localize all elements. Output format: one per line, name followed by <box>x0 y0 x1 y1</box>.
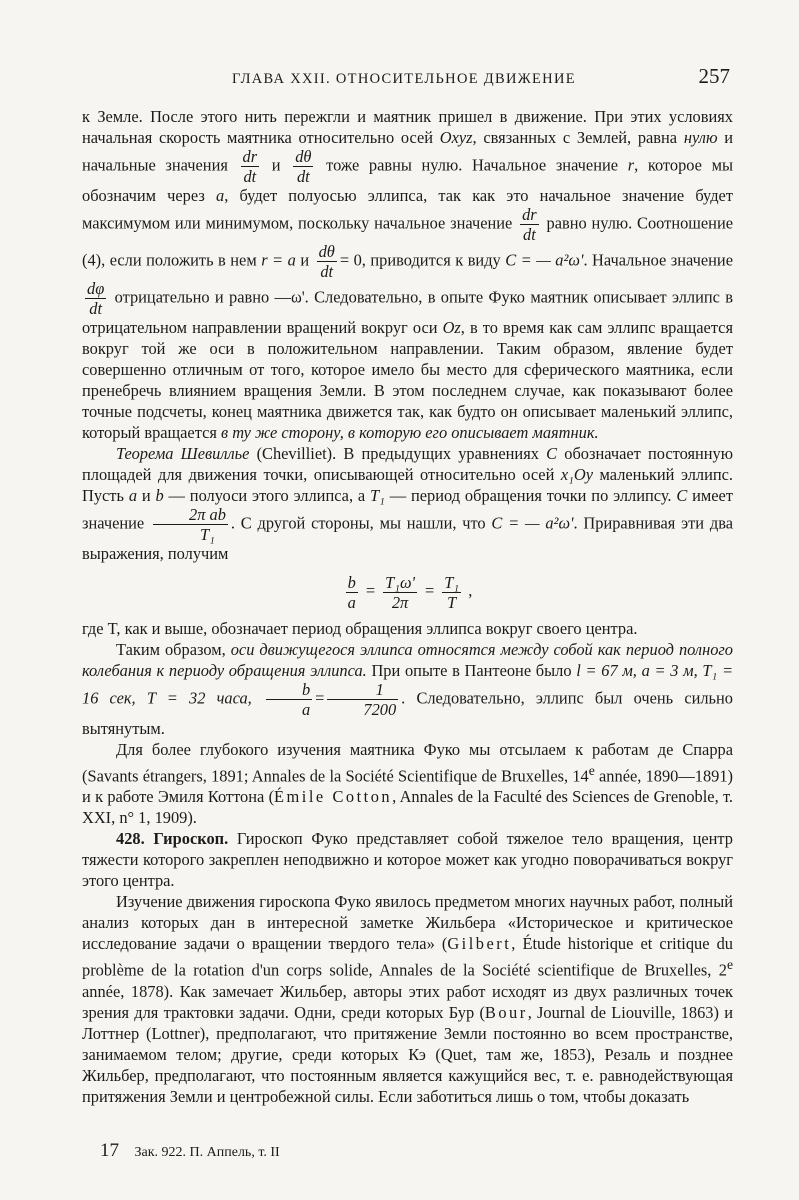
paragraph: Таким образом, оси движущегося эллипса относятся между собой как период полного колебания к периоду обращения эллипса. При опыте в Пантеоне было l = 67 м, a = 3 м, T₁ = 16 сек, T = 32 часа, $\frac{b}{a}$ = $\frac{1}{7200}$ . Следовательно, эллипс был очень сильно вытянутым. <box>82 640 733 738</box>
fraction-2piab-t1: $\frac{\text{2π ab}}{\text{T₁}}$ <box>153 506 228 543</box>
paragraph: Теорема Шевиллье (Chevilliet). В предыдущих уравнениях C обозначает постоянную площадей для движения точки, описывающей относительно осей x₁Oy маленький эллипс. Пусть a и b — полуоси этого эллипса, а T₁ — период обращения точки по эллипсу. C имеет значение $\frac{\text{2π ab}}{\text{T₁}}$ . С другой стороны, мы нашли, что C = — a²ω'. Приравнивая эти два выражения, получим <box>82 444 734 563</box>
signature-mark: 17 <box>100 1140 119 1161</box>
section-428: 428. Гироскоп. Гироскоп Фуко представляет собой тяжелое тело вращения, центр тяжести которого закреплен неподвижно и которое может как угодно поворачиваться вокруг этого центра. <box>82 829 733 891</box>
fraction-dr-dt: $\frac{dr}{dt}$ <box>522 205 537 244</box>
display-formula: $\frac{b}{a}$ = $\frac{\text{T₁ω'}}{2\pi}$ = $\frac{\text{T₁}}{T}$ , <box>347 572 473 612</box>
paragraph: где T, как и выше, обозначает период обращения эллипса вокруг своего центра. <box>82 619 638 638</box>
page-header <box>80 64 730 94</box>
paragraph: Изучение движения гироскопа Фуко явилось предметом многих научных работ, полный анализ которых дан в интересной заметке Жильбера «Историческое и критическое исследование задачи о вращении твердого тела» (Gilbert, Étude historique et critique du problème de la rotation d'un corps solide, Annales de la Société scientifique de Bruxelles, 2e année, 1878). Как замечает Жильбер, авторы этих работ исходят из двух различных точек зрения для трактовки задачи. Одни, среди которых Бур (Bour, Journal de Liouville, 1863) и Лоттнер (Lottner), предполагают, что притяжение Земли постоянно во всем пространстве, занимаемом телом; другие, среди которых Кэ (Quet, там же, 1853), Резаль и позднее Жильбер, предполагают, что постоянным является кажущийся вес, т. е. равнодействующая притяжения Земли и центробежной силы. Если заботиться лишь о том, чтобы доказать <box>82 892 733 1106</box>
fraction-dtheta-dt: $\frac{d\theta}{dt}$ <box>318 242 335 281</box>
footer-text: Зак. 922. П. Аппель, т. II <box>134 1145 280 1160</box>
running-title: ГЛАВА XXII. ОТНОСИТЕЛЬНОЕ ДВИЖЕНИЕ <box>232 71 576 87</box>
paragraph: Для более глубокого изучения маятника Фуко мы отсылаем к работам де Спарра (Savants étrangers, 1891; Annales de la Société Scientifique de Bruxelles, 14e année, 1890—1891) и к работе Эмиля Коттона (Émile Cotton, Annales de la Faculté des Sciences de Grenoble, т. XXI, n° 1, 1909). <box>82 740 733 828</box>
page-body <box>82 106 733 1107</box>
section-heading: 428. Гироскоп. <box>116 829 229 849</box>
page-number: 257 <box>698 64 730 88</box>
fraction-dphi-dt: $\frac{d\varphi}{dt}$ <box>87 279 105 318</box>
printer-footer <box>100 1140 280 1162</box>
fraction-dr-dt: $\frac{dr}{dt}$ <box>242 147 258 186</box>
paragraph: к Земле. После этого нить пережгли и маятник пришел в движение. При этих условиях начальная скорость маятника относительно осей Oxyz, связанных с Землей, равна нулю и начальные значения $\frac{dr}{dt}$ и $\frac{d\theta}{dt}$ тоже равны нулю. Начальное значение r, которое мы обозначим через a, будет полуосью эллипса, так как это начальное значение будет максимумом или минимумом, поскольку начальное значение $\frac{dr}{dt}$ равно нулю. Соотношение (4), если положить в нем r = a и $\frac{d\theta}{dt}$ = 0, приводится к виду C = — a²ω'. Начальное значение $\frac{d\varphi}{dt}$ отрицательно и равно —ω'. Следовательно, в опыте Фуко маятник описывает эллипс в отрицательном направлении вращений вокруг оси Oz, в то время как сам эллипс вращается вокруг той же оси в положительном направлении. Таким образом, явление будет совершенно отличным от того, которое имело бы место для сферического маятника, если пренебречь влиянием вращения Земли. В этом последнем случае, как показывают более точные подсчеты, конец маятника движется так, как будто он описывает маленький эллипс, который вращается в ту же сторону, в которую его описывает маятник. <box>82 107 734 442</box>
fraction-dtheta-dt: $\frac{d\theta}{dt}$ <box>295 147 312 186</box>
